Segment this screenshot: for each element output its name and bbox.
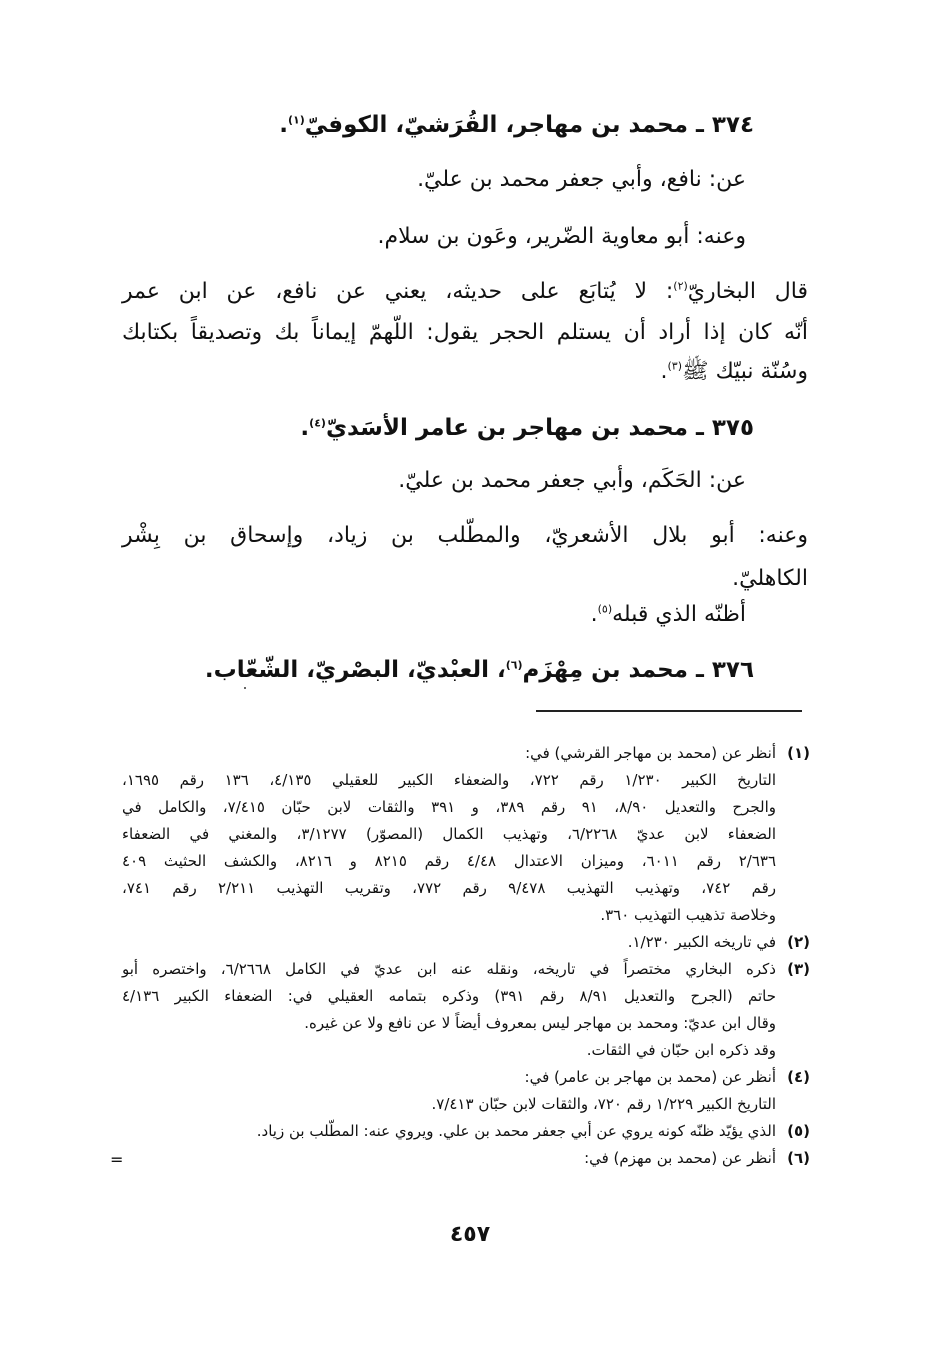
footnote-5: (٥)الذي يؤيّد ظنّه كونه يروي عن أبي جعفر محمد بن علي. ويروي عنه: المطّلب بن زياد. [257, 1118, 810, 1144]
entry-374-narrated-by: وعنه: أبو معاوية الضّرير، وعَون بن سلام. [377, 224, 746, 249]
footnote-4-line1: التاريخ الكبير ١/٢٢٩ رقم ٧٢٠، والثقات لابن حبّان ٧/٤١٣. [431, 1095, 776, 1113]
entry-375-narrates-from: عن: الحَكَم، وأبي جعفر محمد بن عليّ. [398, 468, 746, 493]
footnote-5-number: (٥) [787, 1122, 810, 1140]
speck [244, 687, 246, 689]
footnote-ref-6: (٦) [505, 658, 523, 672]
entry-375-narrated-by: وعنه: أبو بلال الأشعريّ، والمطّلب بن زياد، وإسحاق بن بِشْر [122, 523, 808, 548]
footnote-6-number: (٦) [787, 1149, 810, 1167]
footnote-1-line1: التاريخ الكبير ١/٢٣٠ رقم ٧٢٢، والضعفاء الكبير للعقيلي ٤/١٣٥، ١٣٦ رقم ١٦٩٥، [122, 771, 777, 789]
entry-374-narrates-from: عن: نافع، وأبي جعفر محمد بن عليّ. [417, 167, 746, 192]
entry-376-heading: ٣٧٦ ـ محمد بن مِهْزَم$^{(٦)}$، العبْديّ، البصْريّ، الشّعّاب. [204, 657, 754, 683]
footnote-ref-4: (٤) [309, 416, 326, 430]
continuation-mark: = [110, 1150, 124, 1169]
footnote-3-line2: حاتم (الجرح والتعديل ٨/٩١ رقم ٣٩١) وذكره بتمامه العقيلي في: الضعفاء الكبير ٤/١٣٦ [122, 987, 776, 1005]
footnote-separator [536, 710, 802, 712]
footnote-3-line3: وقال ابن عديّ: ومحمد بن مهاجر ليس بمعروف أيضاً لا عن نافع ولا عن غيره. [304, 1014, 776, 1032]
footnote-4-number: (٤) [787, 1068, 810, 1086]
entry-375-narrated-by-cont: الكاهليّ. [732, 566, 808, 591]
footnote-1-line6: وخلاصة تذهيب التهذيب ٣٦٠. [600, 906, 776, 924]
footnote-2-number: (٢) [787, 933, 810, 951]
entry-374-bukhari-quote: قال البخاريّ$^{(٢)}$: لا يُتابَع على حديثه، يعني عن نافع، عن ابن عمر [122, 279, 808, 304]
entry-375-heading: ٣٧٥ ـ محمد بن مهاجر بن عامر الأسَديّ$^{(٤)}$. [300, 415, 754, 441]
footnote-ref-3: (٣) [667, 359, 682, 373]
entry-374-line3: وسُنّة نبيّك ﷺ$^{(٣)}$. [660, 359, 808, 384]
footnote-ref-2: (٢) [673, 279, 688, 293]
footnote-ref-5: (٥) [597, 602, 613, 616]
footnote-1-line5: رقم ٧٤٢، وتهذيب التهذيب ٩/٤٧٨ رقم ٧٧٢، وتقريب التهذيب ٢/٢١١ رقم ٧٤١، [122, 879, 776, 897]
footnote-6: (٦)أنظر عن (محمد بن مهزم) في: [584, 1145, 810, 1171]
footnote-1-line3: الضعفاء لابن عديّ ٦/٢٢٦٨، وتهذيب الكمال (المصوّر) ٣/١٢٧٧، والمغني في الضعفاء [122, 825, 776, 843]
entry-375-note: أظنّه الذي قبله$^{(٥)}$. [590, 602, 746, 627]
footnote-1-line2: والجرح والتعديل ٨/٩٠، ٩١ رقم ٣٨٩، و ٣٩١ والثقات لابن حبّان ٧/٤١٥، والكامل في [122, 798, 777, 816]
page-number: ٤٥٧ [449, 1222, 491, 1247]
entry-374-heading: ٣٧٤ ـ محمد بن مهاجر، القُرَشيّ، الكوفيّ$^{(١)}$. [279, 112, 754, 138]
footnote-3-line4: وقد ذكره ابن حبّان في الثقات. [586, 1041, 776, 1059]
footnote-4-heading: (٤)أنظر عن (محمد بن مهاجر بن عامر) في: [525, 1064, 810, 1090]
entry-375-title: ٣٧٥ ـ محمد بن مهاجر بن عامر الأسَديّ [325, 415, 754, 441]
footnote-2: (٢)في تاريخه الكبير ١/٢٣٠. [628, 929, 810, 955]
footnote-3-line1: (٣)ذكره البخاري مختصراً في تاريخه، ونقله عنه ابن عديّ في الكامل ٦/٢٦٦٨، واختصره أبو [122, 956, 810, 982]
entry-374-line2: أنّه كان إذا أراد أن يستلم الحجر يقول: اللّهمّ إيماناً بك وتصديقاً بكتابك [122, 320, 808, 345]
footnote-1-line4: ٢/٦٣٦ رقم ٦٠١١، وميزان الاعتدال ٤/٤٨ رقم ٨٢١٥ و ٨٢١٦، والكشف الحثيث ٤٠٩ [122, 852, 777, 870]
footnote-3-number: (٣) [787, 960, 810, 978]
footnote-ref-1: (١) [288, 113, 305, 127]
footnote-1-heading: (١)أنظر عن (محمد بن مهاجر القرشي) في: [525, 740, 810, 766]
entry-374-title: ٣٧٤ ـ محمد بن مهاجر، القُرَشيّ، الكوفيّ [304, 112, 754, 138]
footnote-1-number: (١) [787, 744, 810, 762]
